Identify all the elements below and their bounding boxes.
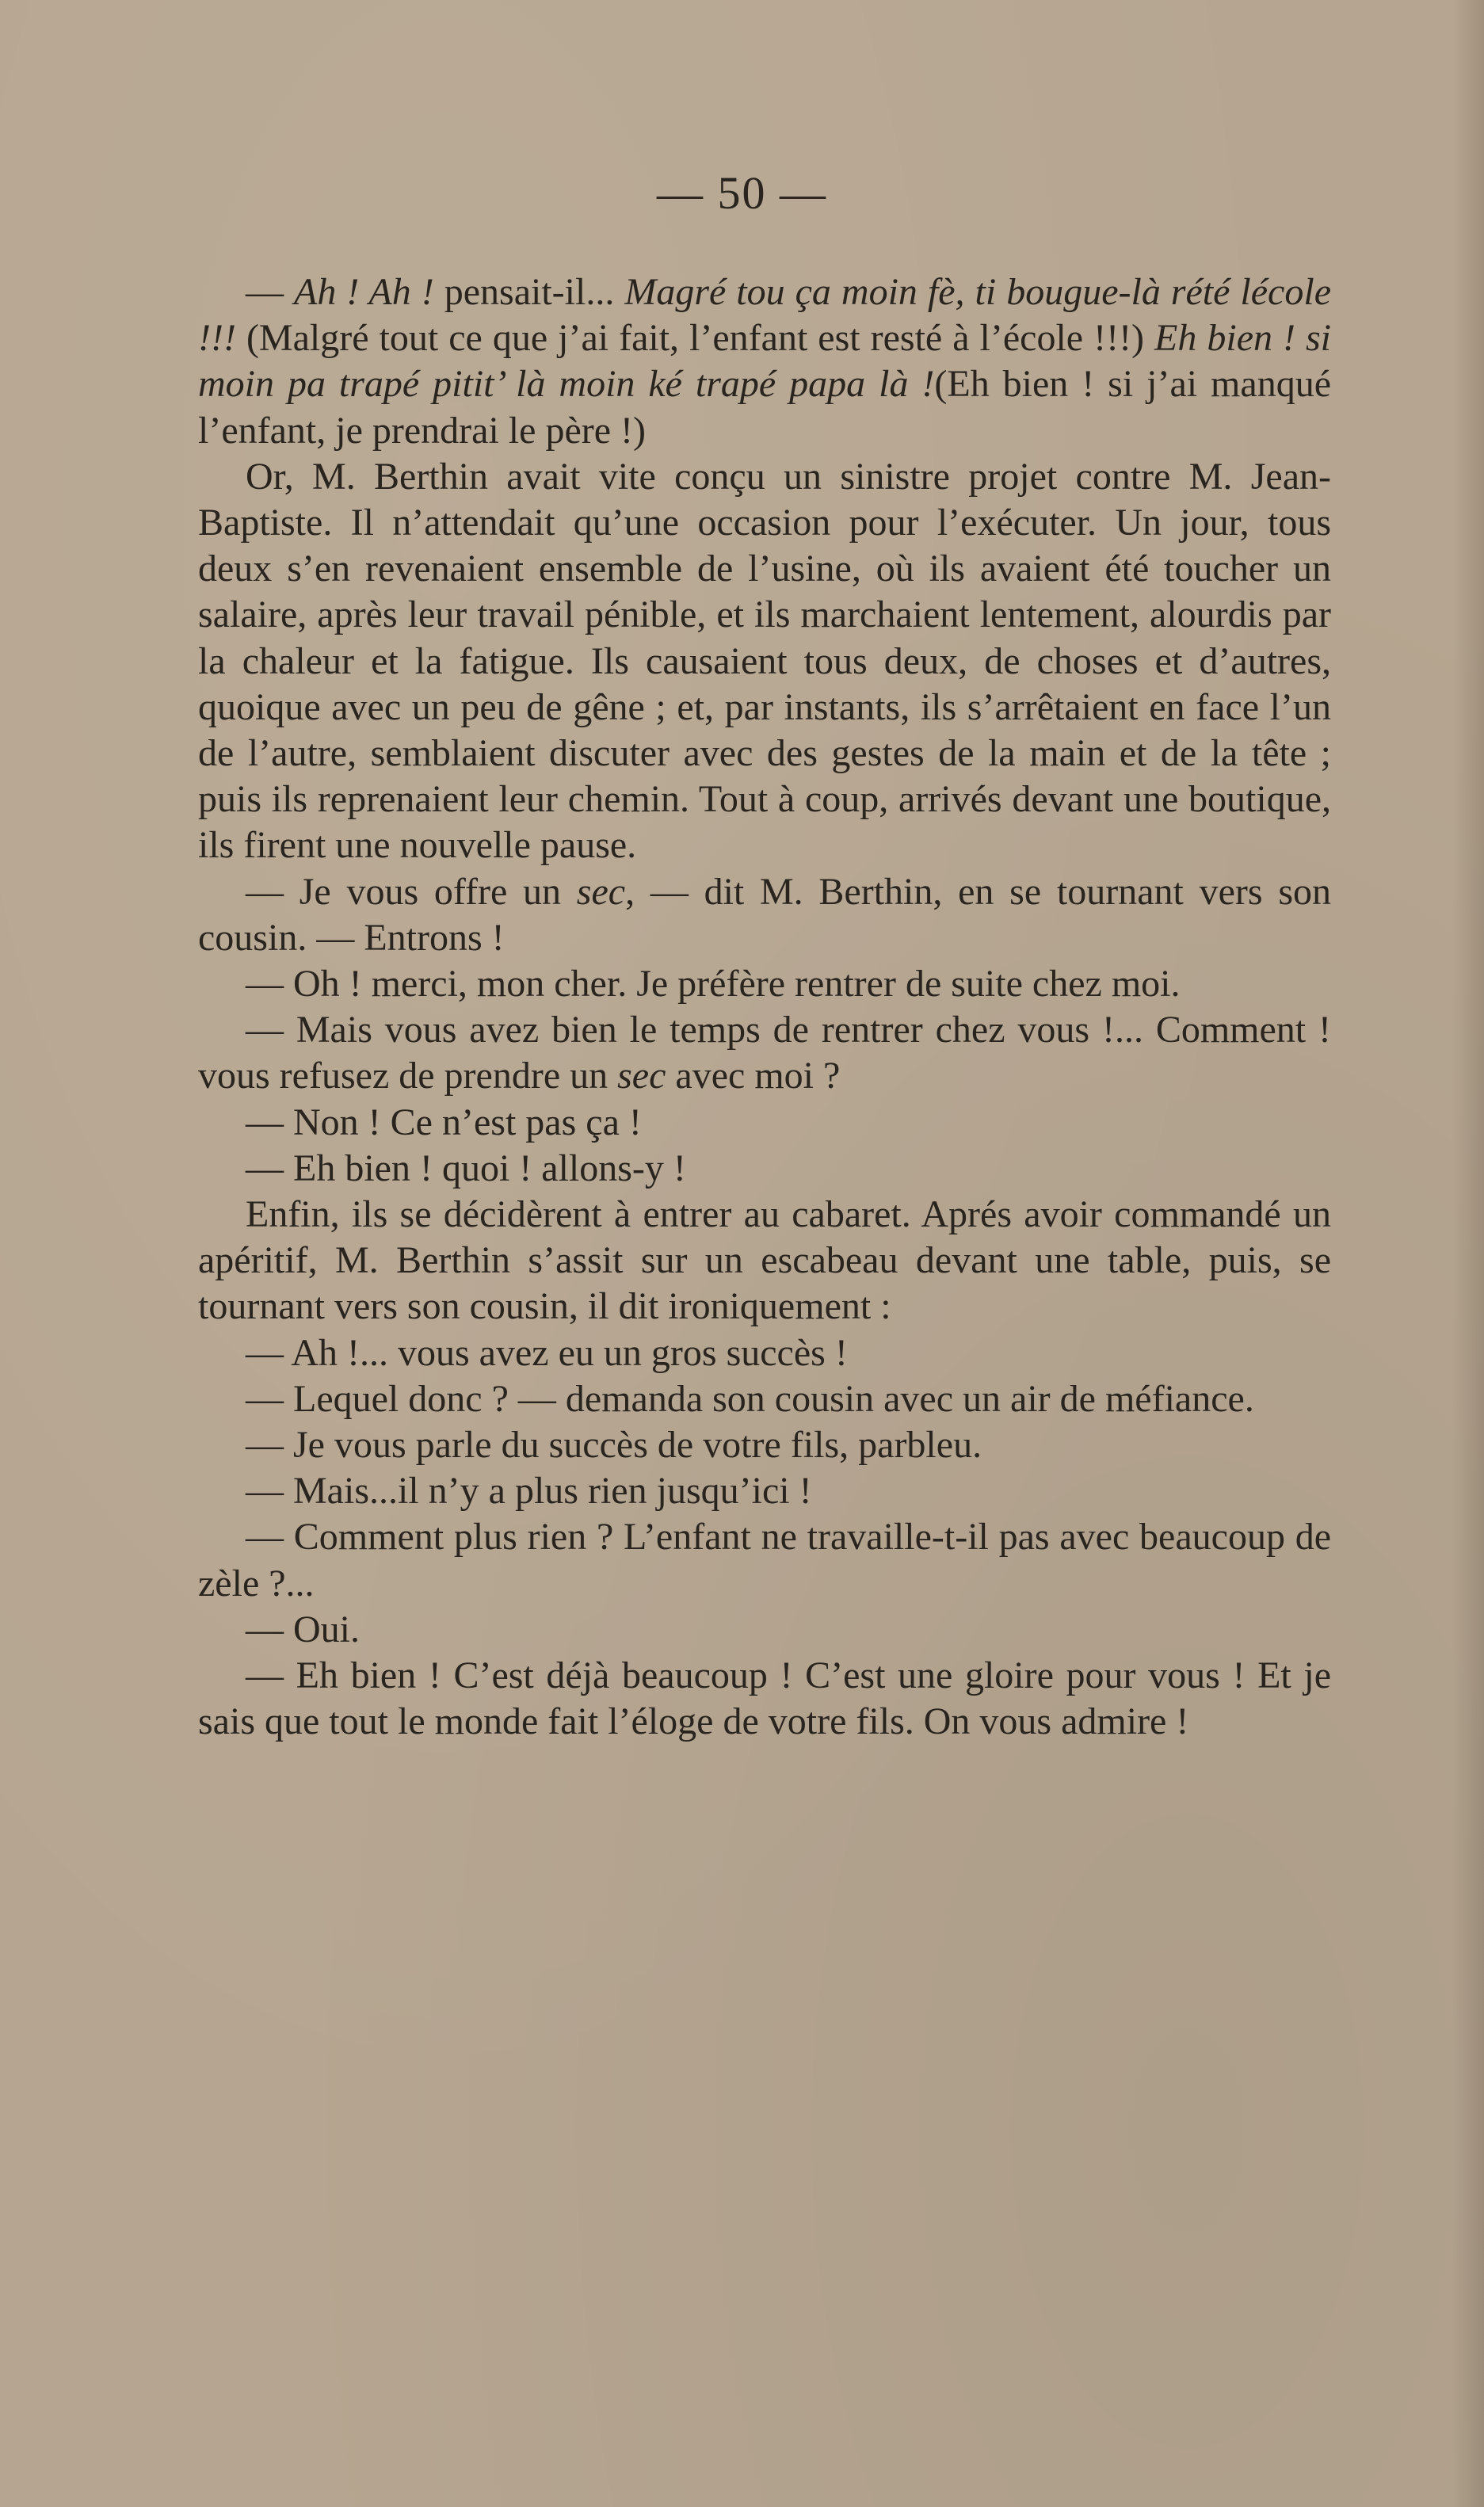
text-segment: — Oui. (246, 1608, 360, 1650)
text-segment: , — dit M. Berthin, en se tournant vers son cousin. — Entrons ! (198, 870, 1331, 959)
text-segment: — Eh bien ! C’est déjà beaucoup ! C’est une gloire pour vous ! Et je sais que tout le monde fait l’éloge de votre fils. On vous admire ! (198, 1654, 1331, 1743)
italic-word: sec (576, 870, 626, 913)
paragraph-8 (198, 1192, 1331, 1330)
text-segment: — Non ! Ce n’est pas ça ! (246, 1101, 642, 1143)
italic-word: sec (617, 1055, 666, 1097)
text-segment: — Je vous parle du succès de votre fils, parbleu. (246, 1424, 982, 1467)
text-segment: — Mais...il n’y a plus rien jusqu’ici ! (246, 1470, 812, 1513)
text-segment: — (246, 271, 294, 313)
paragraph-3 (198, 869, 1331, 961)
paragraph-14 (198, 1607, 1331, 1653)
text-segment: — Eh bien ! quoi ! allons-y ! (246, 1147, 686, 1189)
text-segment: Or, M. Berthin avait vite conçu un sinistre projet contre M. Jean-Baptiste. Il n’attendait qu’une occasion pour l’exécuter. Un jour, tous deux s’en revenaient ensemble de l’usine, où ils avaient été toucher un salaire, après leur travail pénible, et ils marchaient lentement, alourdis par la chaleur et la fatigue. Ils causaient tous deux, de choses et d’autres, quoique avec un peu de gêne ; et, par instants, ils s’arrêtaient en face l’un de l’autre, semblaient discuter avec des gestes de la main et de la tête ; puis ils reprenaient leur chemin. Tout à coup, arrivés devant une boutique, ils firent une nouvelle pause. (198, 455, 1331, 867)
translation-segment: (Malgré tout ce que j’ai fait, l’enfant est resté à l’école !!!) (235, 317, 1155, 360)
text-segment: — Lequel donc ? — demanda son cousin avec un air de méfiance. (246, 1377, 1254, 1420)
creole-phrase: Eh bien ! si moin pa trapé pitit’ là moin ké trapé papa là ! (198, 317, 1332, 406)
paragraph-7 (198, 1146, 1331, 1192)
text-segment: — Mais vous avez bien le temps de rentrer chez vous !... Comment ! vous refusez de prendre un (198, 1009, 1331, 1097)
text-segment: — Comment plus rien ? L’enfant ne travaille-t-il pas avec beaucoup de zèle ?... (198, 1516, 1331, 1605)
paragraph-9 (198, 1330, 1331, 1376)
text-segment: pensait-il... (433, 271, 625, 313)
text-segment: — Ah !... vous avez eu un gros succès ! (246, 1331, 848, 1374)
paragraph-5 (198, 1007, 1331, 1099)
creole-phrase: Magré tou ça moin fè, ti bougue-là rété lécole !!! (198, 271, 1332, 360)
paragraph-12 (198, 1468, 1331, 1514)
paragraph-15 (198, 1653, 1331, 1745)
paragraph-11 (198, 1422, 1331, 1468)
paragraph-13 (198, 1514, 1331, 1606)
text-segment: Enfin, ils se décidèrent à entrer au cabaret. Aprés avoir commandé un apéritif, M. Berthin s’assit sur un escabeau devant une table, puis, se tournant vers son cousin, il dit ironiquement : (198, 1193, 1331, 1328)
paragraph-1 (198, 269, 1331, 454)
text-segment: avec moi ? (666, 1055, 841, 1097)
page-edge-shadow (1452, 0, 1484, 2507)
body-text (198, 269, 1331, 1746)
paragraph-6 (198, 1100, 1331, 1146)
paragraph-10 (198, 1376, 1331, 1422)
translation-segment: (Eh bien ! si j’ai manqué l’enfant, je prendrai le père !) (198, 363, 1331, 452)
text-segment: — Oh ! merci, mon cher. Je préfère rentrer de suite chez moi. (246, 963, 1181, 1005)
creole-phrase: Ah ! Ah ! (294, 271, 434, 313)
page-number: — 50 — (657, 167, 827, 219)
paragraph-2 (198, 454, 1331, 869)
text-segment: — Je vous offre un (246, 870, 577, 913)
paragraph-4 (198, 961, 1331, 1007)
